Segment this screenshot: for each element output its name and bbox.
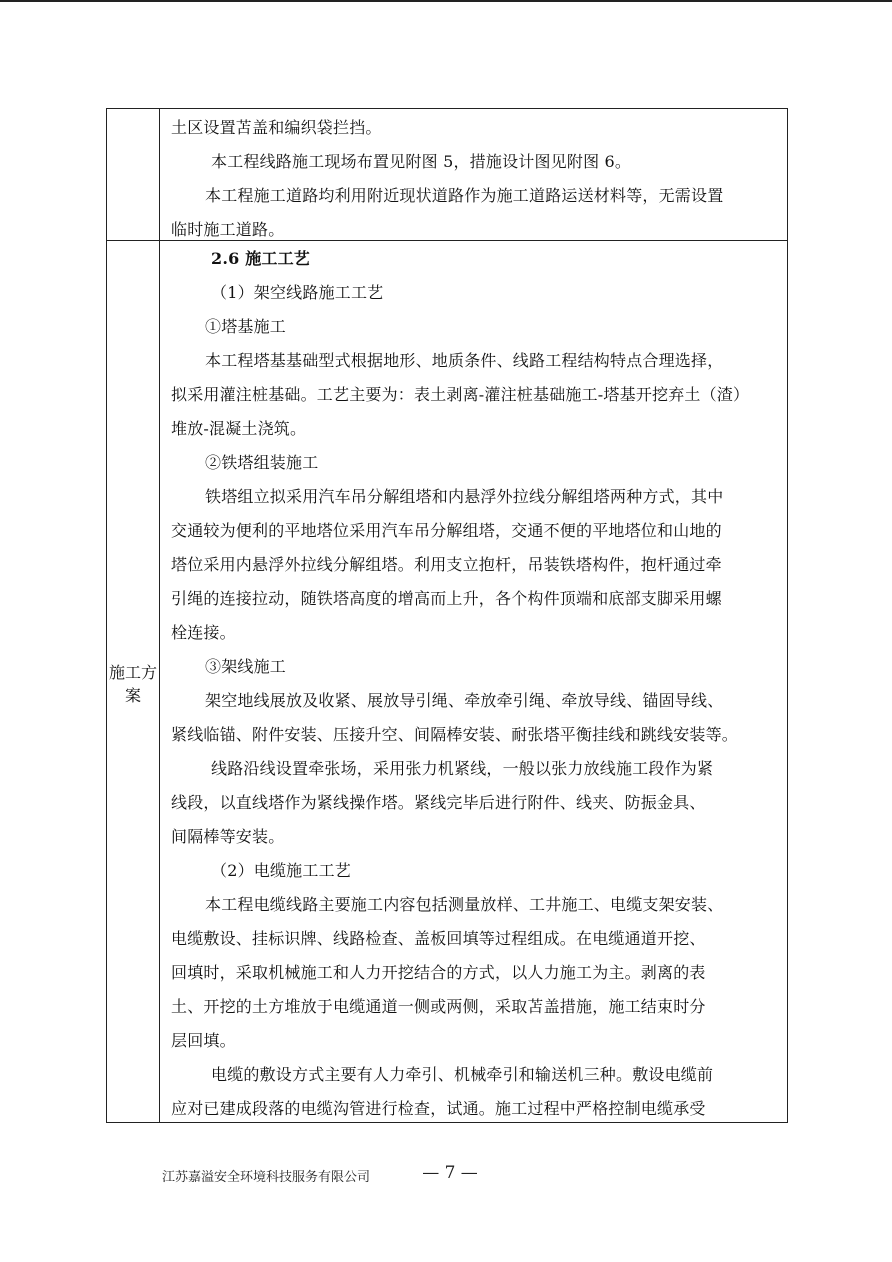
text-line: 引绳的连接拉动，随铁塔高度的增高而上升，各个构件顶端和底部支脚采用螺 — [171, 589, 722, 608]
text-line: 土区设置苫盖和编织袋拦挡。 — [171, 118, 382, 137]
text-line: 铁塔组立拟采用汽车吊分解组塔和内悬浮外拉线分解组塔两种方式，其中 — [205, 487, 724, 506]
text-line: 堆放-混凝土浇筑。 — [171, 419, 307, 438]
text-line: 交通较为便利的平地塔位采用汽车吊分解组塔，交通不便的平地塔位和山地的 — [171, 521, 722, 540]
item-heading: ③架线施工 — [205, 657, 287, 676]
text-line: 电缆敷设、挂标识牌、线路检查、盖板回填等过程组成。在电缆通道开挖、 — [171, 929, 706, 948]
page-number: — 7 — — [422, 1163, 478, 1183]
row2-text-cell — [171, 242, 781, 1126]
text-line: 土、开挖的土方堆放于电缆通道一侧或两侧，采取苫盖措施，施工结束时分 — [171, 997, 706, 1016]
page-top-border — [0, 0, 892, 2]
text-line: 紧线临锚、附件安装、压接升空、间隔棒安装、耐张塔平衡挂线和跳线安装等。 — [171, 725, 739, 744]
text-line: 拟采用灌注桩基础。工艺主要为：表土剥离-灌注桩基础施工-塔基开挖弃土（渣） — [171, 385, 750, 404]
subsection-heading: （2）电缆施工工艺 — [211, 861, 351, 880]
text-line: 间隔棒等安装。 — [171, 827, 285, 846]
text-line: 线段，以直线塔作为紧线操作塔。紧线完毕后进行附件、线夹、防振金具、 — [171, 793, 706, 812]
text-line: 线路沿线设置牵张场，采用张力机紧线，一般以张力放线施工段作为紧 — [211, 759, 714, 778]
text-line: 塔位采用内悬浮外拉线分解组塔。利用支立抱杆，吊装铁塔构件，抱杆通过牵 — [171, 555, 722, 574]
text-line: 回填时，采取机械施工和人力开挖结合的方式，以人力施工为主。剥离的表 — [171, 963, 706, 982]
text-line: 电缆的敷设方式主要有人力牵引、机械牵引和输送机三种。敷设电缆前 — [211, 1065, 714, 1084]
text-line: 本工程施工道路均利用附近现状道路作为施工道路运送材料等，无需设置 — [205, 186, 724, 205]
content-table — [106, 108, 788, 1123]
item-heading: ①塔基施工 — [205, 317, 287, 336]
row-label-construction-plan: 施工方案 — [108, 663, 157, 705]
text-line: 架空地线展放及收紧、展放导引绳、牵放牵引绳、牵放导线、锚固导线、 — [205, 691, 724, 710]
subsection-heading: （1）架空线路施工工艺 — [211, 283, 384, 302]
text-line: 应对已建成段落的电缆沟管进行检查，试通。施工过程中严格控制电缆承受 — [171, 1099, 706, 1118]
text-line: 本工程线路施工现场布置见附图 5，措施设计图见附图 6。 — [211, 152, 632, 171]
footer-company-name: 江苏嘉溢安全环境科技服务有限公司 — [162, 1170, 371, 1185]
text-line: 层回填。 — [171, 1031, 236, 1050]
text-line: 临时施工道路。 — [171, 220, 285, 239]
column-divider — [159, 109, 160, 1122]
section-heading: 2.6 施工工艺 — [211, 249, 311, 268]
item-heading: ②铁塔组装施工 — [205, 453, 319, 472]
text-line: 本工程塔基基础型式根据地形、地质条件、线路工程结构特点合理选择， — [205, 351, 724, 370]
text-line: 栓连接。 — [171, 623, 236, 642]
row1-text-cell — [171, 111, 781, 247]
text-line: 本工程电缆线路主要施工内容包括测量放样、工井施工、电缆支架安装、 — [205, 895, 724, 914]
